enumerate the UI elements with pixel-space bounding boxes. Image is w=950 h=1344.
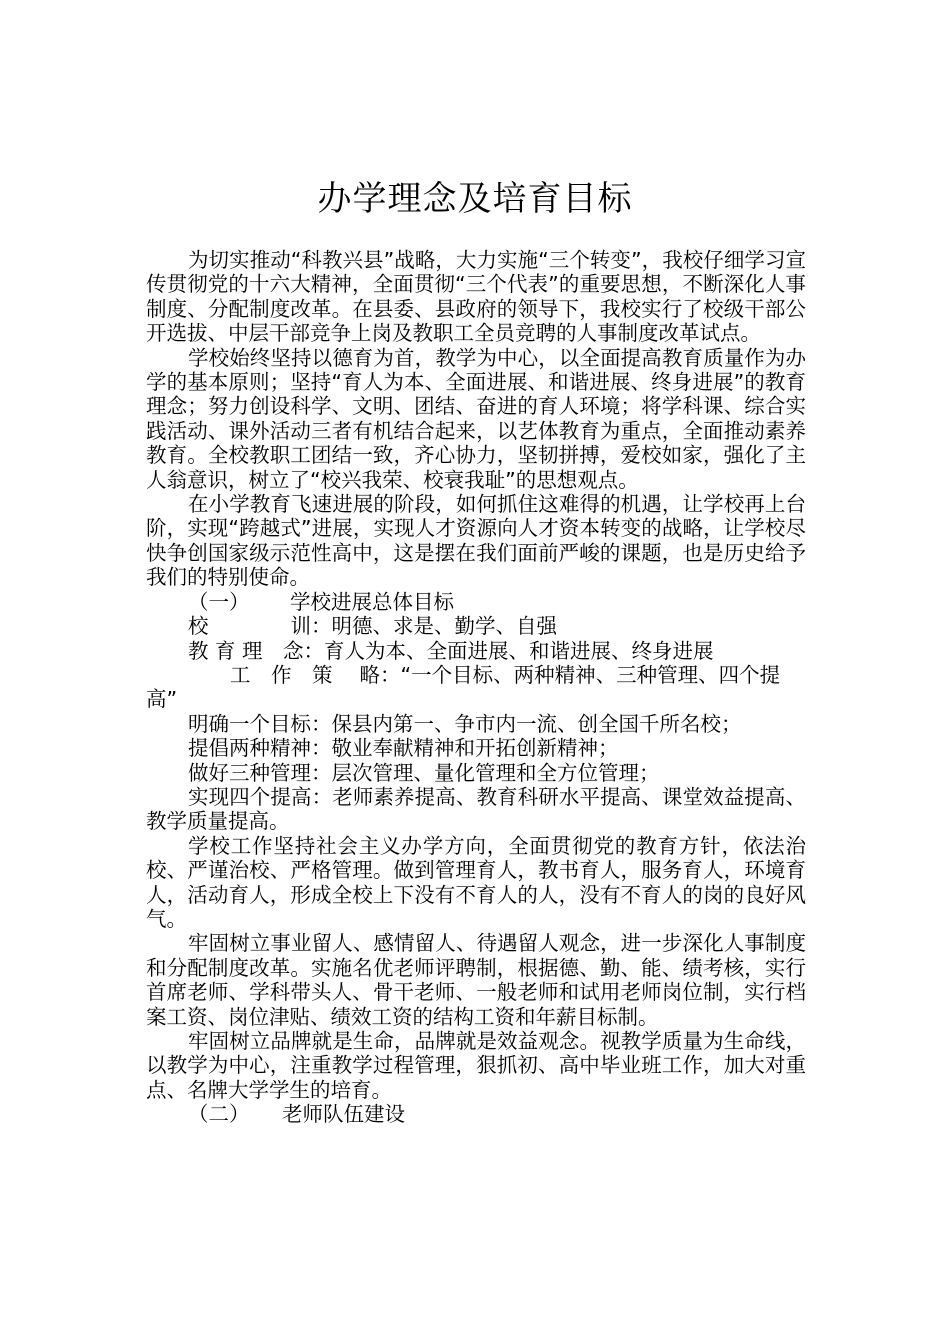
- philosophy-key: 教 育 理 念：: [188, 638, 325, 663]
- goal-item: 做好三种管理：层次管理、量化管理和全方位管理；: [188, 760, 660, 785]
- paragraph-brand: 牢固树立品牌就是生命，品牌就是效益观念。视教学质量为生命线，以教学为中心，注重教学过程管理，狠抓初、高中毕业班工作，加大对重点、名牌大学学生的培育。: [146, 1029, 806, 1102]
- motto-line: [146, 614, 806, 638]
- goal-item: 明确一个目标：保县内第一、争市内一流、创全国千所名校；: [188, 711, 742, 736]
- motto-value: 明德、求是、勤学、自强: [331, 614, 557, 639]
- motto-key: 校 训：: [188, 614, 332, 639]
- document-title: 办学理念及培育目标: [317, 179, 633, 219]
- section-number: （二）: [188, 1102, 250, 1127]
- goal-item: 提倡两种精神：敬业奉献精神和开拓创新精神；: [188, 736, 619, 761]
- section-number: （一）: [188, 589, 250, 614]
- paragraph-personnel: 牢固树立事业留人、感情留人、待遇留人观念，进一步深化人事制度和分配制度改革。实施名优老师评聘制，根据德、勤、能、绩考核，实行首席老师、学科带头人、骨干老师、一般老师和试用老师岗位制，实行档案工资、岗位津贴、绩效工资的结构工资和年薪目标制。: [146, 931, 806, 1029]
- strategy-key: 工 作 策 略：: [230, 662, 401, 687]
- paragraph-opportunity: 在小学教育飞速进展的阶段，如何抓住这难得的机遇，让学校再上台阶，实现“跨越式”进展，实现人才资源向人才资本转变的战略，让学校尽快争创国家级示范性高中，这是摆在我们面前严峻的课题，也是历史给予我们的特别使命。: [146, 492, 806, 590]
- section-title: 学校进展总体目标: [290, 589, 454, 614]
- paragraph-management: 学校工作坚持社会主义办学方向，全面贯彻党的教育方针，依法治校、严谨治校、严格管理。做到管理育人，教书育人，服务育人，环境育人，活动育人，形成全校上下没有不育人的人，没有不育人的岗的良好风气。: [146, 833, 806, 931]
- document-body: [146, 248, 806, 1127]
- strategy-value: “一个目标、两种精神、三种管理、四个提高”: [146, 662, 781, 712]
- goal-item: 实现四个提高：老师素养提高、教育科研水平提高、课堂效益提高、教学质量提高。: [146, 784, 806, 834]
- section-heading-2: [146, 1102, 806, 1126]
- philosophy-value: 育人为本、全面进展、和谐进展、终身进展: [324, 638, 714, 663]
- paragraph-intro: 为切实推动“科教兴县”战略，大力实施“三个转变”，我校仔细学习宣传贯彻党的十六大精神，全面贯彻“三个代表”的重要思想，不断深化人事制度、分配制度改革。在县委、县政府的领导下，我校实行了校级干部公开选拔、中层干部竞争上岗及教职工全员竞聘的人事制度改革试点。: [146, 248, 806, 346]
- section-heading-1: [146, 590, 806, 614]
- section-title: 老师队伍建设: [282, 1102, 405, 1127]
- strategy-line: [146, 663, 806, 712]
- paragraph-principles: 学校始终坚持以德育为首，教学为中心，以全面提高教育质量作为办学的基本原则；坚持“育人为本、全面进展、和谐进展、终身进展”的教育理念；努力创设科学、文明、团结、奋进的育人环境；将学科课、综合实践活动、课外活动三者有机结合起来，以艺体教育为重点，全面推动素养教育。全校教职工团结一致，齐心协力，坚韧拼搏，爱校如家，强化了主人翁意识，树立了“校兴我荣、校衰我耻”的思想观点。: [146, 345, 806, 492]
- philosophy-line: [146, 639, 806, 663]
